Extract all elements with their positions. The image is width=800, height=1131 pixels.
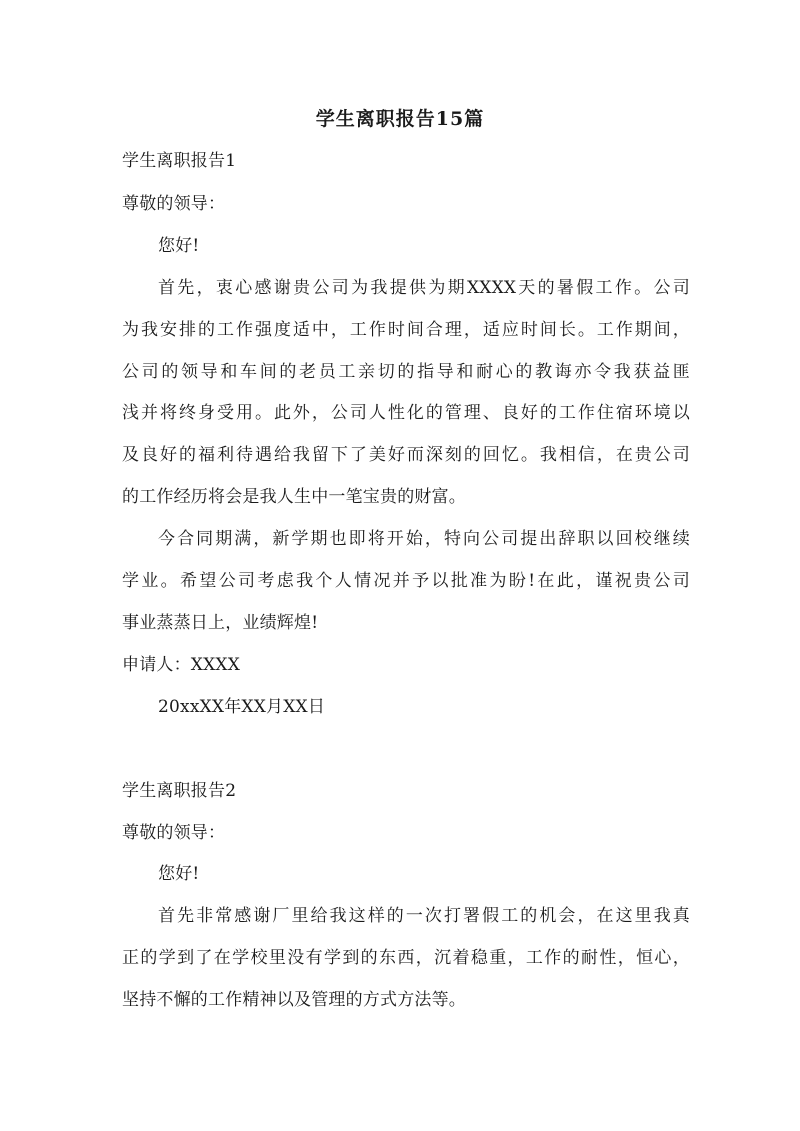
report1-paragraph1-line: 为我安排的工作强度适中，工作时间合理，适应时间长。工作期间，	[122, 320, 690, 340]
report2-salutation: 尊敬的领导：	[122, 823, 226, 843]
report2-heading: 学生离职报告2	[122, 781, 237, 801]
report1-heading: 学生离职报告1	[122, 151, 237, 171]
report1-paragraph1-line: 首先，衷心感谢贵公司为我提供为期XXXX天的暑假工作。公司	[158, 278, 690, 298]
report1-paragraph1-line: 公司的领导和车间的老员工亲切的指导和耐心的教诲亦令我获益匪	[122, 362, 690, 382]
document-title: 学生离职报告15篇	[315, 108, 485, 130]
report2-paragraph1-line: 正的学到了在学校里没有学到的东西，沉着稳重，工作的耐性，恒心，	[122, 948, 690, 968]
report1-date: 20xxXX年XX月XX日	[158, 697, 326, 717]
report1-paragraph2-line: 事业蒸蒸日上，业绩辉煌!	[122, 613, 319, 633]
report1-paragraph2-line: 今合同期满，新学期也即将开始，特向公司提出辞职以回校继续	[158, 529, 690, 549]
report1-greeting: 您好!	[158, 236, 200, 256]
report2-greeting: 您好!	[158, 864, 200, 884]
report1-paragraph1-line: 浅并将终身受用。此外，公司人性化的管理、良好的工作住宿环境以	[122, 403, 690, 423]
report1-paragraph1-line: 的工作经历将会是我人生中一笔宝贵的财富。	[122, 487, 466, 507]
report1-applicant: 申请人：XXXX	[122, 655, 241, 675]
report1-paragraph2-line: 学业。希望公司考虑我个人情况并予以批准为盼!在此，谨祝贵公司	[122, 571, 690, 591]
report1-paragraph1-line: 及良好的福利待遇给我留下了美好而深刻的回忆。我相信，在贵公司	[122, 445, 690, 465]
report1-salutation: 尊敬的领导：	[122, 194, 226, 214]
report2-paragraph1-line: 首先非常感谢厂里给我这样的一次打署假工的机会，在这里我真	[158, 906, 690, 926]
report2-paragraph1-line: 坚持不懈的工作精神以及管理的方式方法等。	[122, 990, 466, 1010]
